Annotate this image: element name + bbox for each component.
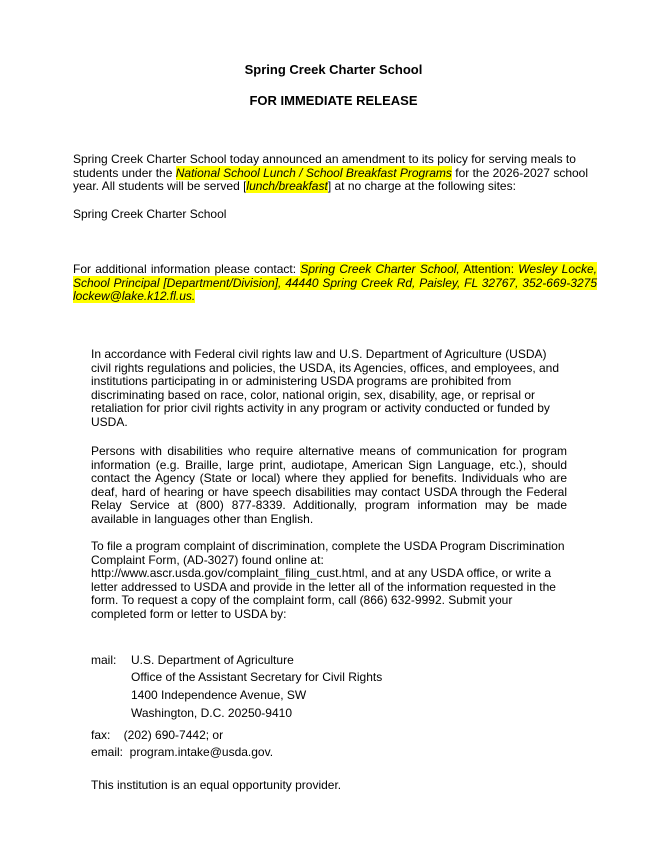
contact-attention: Attention: — [459, 262, 519, 276]
equal-opportunity-statement: This institution is an equal opportunity provider. — [91, 778, 342, 792]
email-line — [91, 746, 273, 760]
nondiscrimination-paragraph-2: Persons with disabilities who require alternative means of communication for program information (e.g. Braille, large print, audiotape, American Sign Language, etc.), should contact the Agency (State or local) where they applied for benefits. Individuals who are deaf, hard of hearing or have speech disabilities may contact USDA through the Federal Relay Service at (800) 877-8339. Additionally, program information may be made available in languages other than English. — [91, 444, 567, 526]
mail-address-line: 1400 Independence Avenue, SW — [131, 688, 307, 702]
intro-paragraph — [73, 153, 593, 194]
intro-text-3: ] at no charge at the following sites: — [327, 179, 516, 193]
contact-details-highlight: Wesley Locke, School Principal [Department/Division], 44440 Spring Creek Rd, Paisley, FL 32767, 352-669-3275 lockew@lake.k12.fl.us. — [73, 262, 597, 303]
contact-school-highlight: Spring Creek Charter School, — [300, 262, 460, 276]
release-heading: FOR IMMEDIATE RELEASE — [249, 93, 418, 108]
mail-address-line: U.S. Department of Agriculture — [131, 653, 294, 667]
site-list-item: Spring Creek Charter School — [73, 207, 227, 221]
school-title: Spring Creek Charter School — [244, 62, 423, 77]
contact-lead: For additional information please contact: — [73, 262, 301, 276]
fax-line — [91, 729, 223, 743]
mail-address-line: Office of the Assistant Secretary for Civil Rights — [131, 670, 383, 684]
email-label: email: — [91, 745, 124, 759]
email-address: program.intake@usda.gov. — [123, 745, 274, 759]
mail-address-line: Washington, D.C. 20250-9410 — [131, 706, 292, 720]
program-name-highlight: National School Lunch / School Breakfast Programs — [175, 165, 452, 180]
intro-text-2: for the 2026-2027 school year. All students will be served [ — [73, 165, 589, 193]
intro-text-1: Spring Creek Charter School today announced an amendment to its policy for serving meals to students under the — [73, 152, 576, 180]
fax-label: fax: — [91, 728, 111, 742]
meals-highlight: lunch/breakfast — [246, 179, 328, 193]
nondiscrimination-paragraph-3: To file a program complaint of discrimination, complete the USDA Program Discrimination Complaint Form, (AD-3027) found online at: http://www.ascr.usda.gov/complaint_filing_cust.html, and at any USDA office, or write a letter addressed to USDA and provide in the letter all of the information requested in the form. To request a copy of the complaint form, call (866) 632-9992. Submit your completed form or letter to USDA by: — [91, 539, 565, 621]
nondiscrimination-paragraph-1: In accordance with Federal civil rights law and U.S. Department of Agriculture (USDA) civil rights regulations and policies, the USDA, its Agencies, offices, and employees, and institutions participating in or administering USDA programs are prohibited from discriminating based on race, color, national origin, sex, disability, age, or reprisal or retaliation for prior civil rights activity in any program or activity conducted or funded by USDA. — [91, 347, 560, 429]
fax-number: (202) 690-7442; or — [110, 728, 224, 742]
mail-label: mail: — [91, 653, 117, 667]
contact-paragraph — [73, 263, 597, 304]
